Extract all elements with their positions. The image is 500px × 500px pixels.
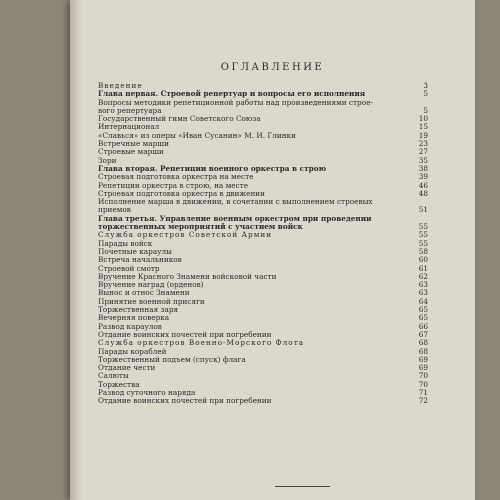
toc-entry-text: Парады кораблей bbox=[98, 346, 167, 356]
toc-entry-text: «Славься» из оперы «Иван Сусанин» М. И. Глинки bbox=[98, 130, 297, 140]
toc-entry-text: торжественных мероприятий с участием войск bbox=[98, 222, 303, 232]
toc-entry-text: Вопросы методики репетиционной работы над произведениями строе- bbox=[98, 97, 373, 107]
closing-rule bbox=[275, 486, 330, 487]
toc-entry-page: 71 bbox=[418, 387, 428, 397]
toc-entry-text: Вынос и относ Знамени bbox=[98, 288, 190, 298]
toc-entry-page: 65 bbox=[418, 313, 428, 323]
toc-entry-text: Торжественный подъем (спуск) флага bbox=[98, 354, 246, 364]
toc-entry-text: Вечерняя поверка bbox=[98, 313, 170, 323]
toc-entry-page: 68 bbox=[418, 338, 428, 348]
toc-entry-text: Встречные марши bbox=[98, 139, 169, 149]
toc-entry-text: Парады войск bbox=[98, 238, 153, 248]
toc-entry-text: Введение bbox=[98, 81, 143, 90]
toc-entry-page: 15 bbox=[418, 122, 428, 132]
toc-entry-text: вого репертуара bbox=[98, 105, 162, 115]
toc-entry-text: Строевой смотр bbox=[98, 263, 160, 273]
toc-entry-page: 61 bbox=[418, 263, 428, 273]
toc-entry-page: 69 bbox=[418, 363, 428, 373]
toc-entry-text: Вручение наград (орденов) bbox=[98, 280, 204, 290]
toc-entry bbox=[98, 147, 428, 157]
book-page bbox=[70, 0, 475, 500]
toc-entry-page: 63 bbox=[418, 288, 428, 298]
toc-entry-page: 69 bbox=[418, 354, 428, 364]
toc-entry-page: 27 bbox=[418, 147, 428, 157]
toc-entry-text: Отдание чести bbox=[98, 363, 156, 373]
toc-entry-text: Встреча начальников bbox=[98, 255, 182, 265]
toc-entry-text: Исполнение марша в движении, в сочетании с выполнением строевых bbox=[98, 197, 373, 207]
toc-entry-page: 48 bbox=[418, 188, 428, 198]
toc-entry-page: 70 bbox=[418, 379, 428, 389]
toc-entry-text: Салюты bbox=[98, 371, 129, 381]
table-of-contents bbox=[98, 81, 428, 406]
toc-entry bbox=[98, 396, 428, 406]
toc-entry-page: 3 bbox=[423, 81, 428, 90]
toc-entry-text: Торжества bbox=[98, 379, 140, 389]
toc-entry-text: Почетные караулы bbox=[98, 246, 172, 256]
toc-entry-text: Вручение Красного Знамени войсковой части bbox=[98, 271, 277, 281]
toc-entry-text: Репетиции оркестра в строю, на месте bbox=[98, 180, 249, 190]
toc-entry-page: 65 bbox=[418, 305, 428, 315]
toc-entry-text: Торжественная заря bbox=[98, 305, 179, 315]
toc-entry-page: 19 bbox=[418, 130, 428, 140]
toc-entry-page: 5 bbox=[423, 89, 428, 99]
toc-entry-text: Строевая подготовка оркестра на месте bbox=[98, 172, 254, 182]
toc-entry-text: Принятие военной присяги bbox=[98, 296, 205, 306]
toc-entry-text: Глава первая. Строевой репертуар и вопросы его исполнения bbox=[98, 89, 366, 99]
toc-entry-page: 46 bbox=[418, 180, 428, 190]
toc-entry-page: 51 bbox=[418, 205, 428, 215]
toc-entry-text: Отдание воинских почестей при погребении bbox=[98, 329, 272, 339]
toc-entry-page: 23 bbox=[418, 139, 428, 149]
toc-entry-page: 68 bbox=[418, 346, 428, 356]
toc-entry-page: 58 bbox=[418, 246, 428, 256]
toc-entry bbox=[98, 363, 428, 373]
toc-entry-page: 38 bbox=[418, 163, 428, 173]
toc-entry-page: 64 bbox=[418, 296, 428, 306]
toc-entry-page: 10 bbox=[418, 114, 428, 124]
page-title: ОГЛАВЛЕНИЕ bbox=[220, 62, 325, 73]
toc-entry-page: 55 bbox=[418, 230, 428, 240]
toc-entry bbox=[98, 198, 416, 206]
toc-entry-text: Отдание воинских почестей при погребении bbox=[98, 396, 272, 406]
toc-entry-page: 70 bbox=[418, 371, 428, 381]
toc-entry-text: Служба оркестров Советской Армии bbox=[98, 230, 273, 240]
toc-entry-text: Строевые марши bbox=[98, 147, 164, 157]
toc-entry-text: Строевая подготовка оркестра в движении bbox=[98, 188, 266, 198]
toc-entry-page: 39 bbox=[418, 172, 428, 182]
toc-entry-page: 55 bbox=[418, 222, 428, 232]
toc-entry-page: 55 bbox=[418, 238, 428, 248]
toc-entry-text: Интернационал bbox=[98, 122, 160, 132]
toc-entry-page: 35 bbox=[418, 155, 428, 165]
toc-entry-page: 63 bbox=[418, 280, 428, 290]
toc-entry-text: Развод караулов bbox=[98, 321, 162, 331]
toc-entry-page: 72 bbox=[418, 396, 428, 406]
toc-entry-page: 66 bbox=[418, 321, 428, 331]
toc-entry-page: 60 bbox=[418, 255, 428, 265]
toc-entry-page: 5 bbox=[423, 105, 428, 115]
toc-entry-text: Глава третья. Управление военным оркестром при проведении bbox=[98, 213, 372, 223]
toc-entry-text: Развод суточного наряда bbox=[98, 387, 196, 397]
toc-entry-page: 67 bbox=[418, 329, 428, 339]
toc-entry-text: приемов bbox=[98, 205, 131, 215]
toc-entry-text: Зори bbox=[98, 155, 117, 165]
toc-entry-text: Глава вторая. Репетиции военного оркестра в строю bbox=[98, 163, 327, 173]
toc-entry-text: Служба оркестров Военно-Морского Флота bbox=[98, 338, 305, 348]
page-gutter bbox=[70, 0, 82, 500]
toc-entry-page: 62 bbox=[418, 271, 428, 281]
toc-entry bbox=[98, 371, 428, 381]
toc-entry-text: Государственный гимн Советского Союза bbox=[98, 114, 261, 124]
